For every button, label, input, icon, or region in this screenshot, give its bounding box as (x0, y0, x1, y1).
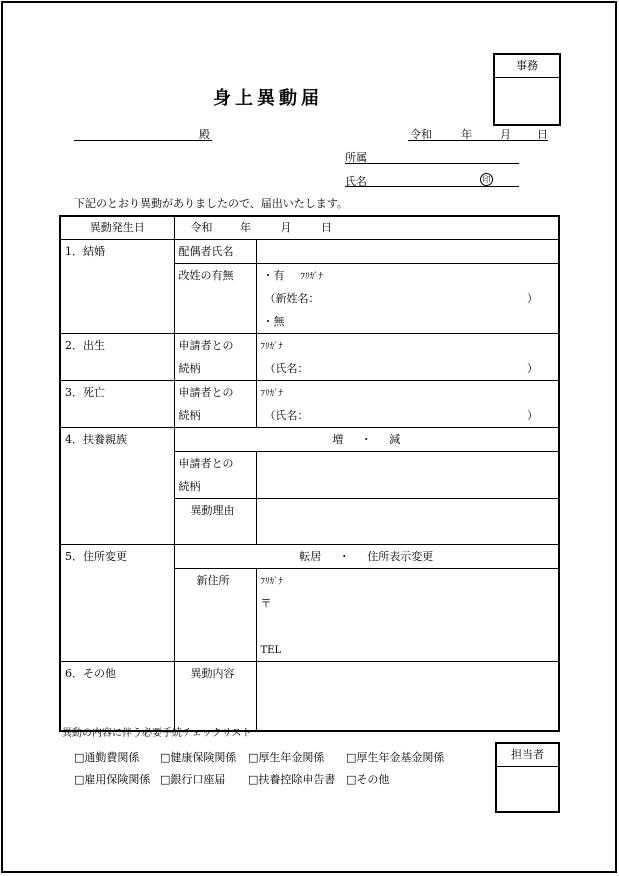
checklist-item-2-4[interactable]: □その他 (346, 773, 390, 786)
death-name-field[interactable] (256, 381, 559, 428)
office-box-label: 事務 (495, 55, 559, 78)
increase-option[interactable]: 増 (332, 433, 344, 446)
birth-close: ） (527, 362, 538, 375)
office-stamp-box (493, 53, 561, 126)
checklist-title: 異動の内容に伴う必要手続チェックリスト (62, 728, 252, 739)
affiliation-label: 所属 (345, 151, 367, 164)
death-relation-label-1: 申請者との (178, 386, 234, 399)
death-close: ） (527, 409, 538, 422)
other-row (60, 662, 559, 731)
date-month: 月 (500, 128, 511, 141)
marriage-furigana: ﾌﾘｶﾞﾅ (300, 272, 324, 282)
checklist-item-1-4[interactable]: □厚生年金基金関係 (346, 751, 445, 764)
other-content-field[interactable] (256, 662, 559, 731)
change-form-table (59, 215, 560, 732)
display-change-option[interactable]: 住所表示変更 (367, 550, 434, 563)
dependents-row (60, 428, 559, 452)
address-heading: 5．住所変更 (65, 550, 127, 563)
checklist-item-2-3[interactable]: □扶養控除申告書 (248, 773, 336, 786)
addressee-suffix: 殿 (199, 128, 210, 141)
birth-furigana: ﾌﾘｶﾞﾅ (260, 342, 284, 352)
dep-relation-label-2: 続柄 (178, 480, 201, 493)
spouse-name-field[interactable] (256, 240, 559, 264)
date-day: 日 (537, 128, 548, 141)
occ-month: 月 (280, 221, 292, 234)
marriage-heading: 1．結婚 (65, 245, 105, 258)
death-relation-label-2: 続柄 (178, 409, 201, 422)
death-heading: 3．死亡 (65, 386, 105, 399)
addressee-line[interactable] (74, 140, 212, 141)
birth-relation-label-1: 申請者との (178, 339, 234, 352)
name-change-label: 改姓の有無 (178, 269, 234, 282)
birth-row (60, 334, 559, 381)
option-no[interactable]: ・無 (262, 315, 285, 328)
other-heading: 6．その他 (65, 667, 116, 680)
dep-reason-label: 異動理由 (190, 504, 235, 517)
occurrence-row (60, 216, 559, 240)
checklist-item-2-1[interactable]: □雇用保険関係 (74, 773, 151, 786)
form-title: 身上異動届 (213, 88, 323, 109)
new-surname-label: （新姓名： (264, 292, 320, 305)
occurrence-label: 異動発生日 (60, 216, 174, 240)
inc-dec-separator: ・ (360, 433, 372, 446)
postal-mark: 〒 (260, 597, 272, 610)
name-change-field[interactable] (256, 264, 559, 334)
death-furigana: ﾌﾘｶﾞﾅ (260, 389, 284, 399)
marriage-heading-cell (60, 240, 174, 334)
staff-box-label: 担当者 (497, 744, 558, 767)
address-row (60, 545, 559, 569)
move-option[interactable]: 転居 (299, 550, 322, 563)
birth-relation-label-2: 続柄 (178, 362, 201, 375)
checklist-item-2-2[interactable]: □銀行口座届 (160, 773, 226, 786)
new-surname-close: ） (527, 292, 538, 305)
marriage-row (60, 240, 559, 264)
death-name-label: （氏名： (264, 409, 309, 422)
occ-era: 令和 (190, 221, 213, 234)
spouse-name-label: 配偶者氏名 (178, 245, 234, 258)
death-row (60, 381, 559, 428)
other-content-label: 異動内容 (190, 667, 235, 680)
occ-year: 年 (240, 221, 251, 234)
birth-heading: 2．出生 (65, 339, 105, 352)
intro-text: 下記のとおり異動がありましたので、届出いたします。 (74, 197, 348, 210)
dep-reason-field[interactable] (256, 499, 559, 545)
name-line[interactable] (345, 186, 519, 187)
address-separator: ・ (338, 550, 350, 563)
birth-name-field[interactable] (256, 334, 559, 381)
birth-name-label: （氏名： (264, 362, 309, 375)
staff-stamp-box (495, 742, 560, 813)
dep-relation-field[interactable] (256, 452, 559, 499)
option-yes[interactable]: ・有 (262, 269, 285, 282)
dependents-inc-dec[interactable] (174, 428, 559, 452)
name-label: 氏名 (345, 175, 367, 188)
occ-day: 日 (321, 221, 332, 234)
dep-relation-label-1: 申請者との (178, 457, 234, 470)
decrease-option[interactable]: 減 (389, 433, 401, 446)
date-era: 令和 (410, 128, 432, 141)
new-address-field[interactable] (256, 569, 559, 662)
checklist-item-1-1[interactable]: □通勤費関係 (74, 751, 140, 764)
dependents-heading: 4．扶養親族 (65, 433, 127, 446)
checklist-item-1-2[interactable]: □健康保険関係 (160, 751, 237, 764)
occurrence-date[interactable] (174, 216, 559, 240)
checklist-item-1-3[interactable]: □厚生年金関係 (248, 751, 325, 764)
date-year: 年 (461, 128, 472, 141)
affiliation-line[interactable] (345, 163, 519, 164)
address-furigana: ﾌﾘｶﾞﾅ (260, 577, 284, 587)
seal-mark: 印 (480, 173, 493, 186)
tel-label: TEL (260, 645, 282, 656)
new-address-label: 新住所 (196, 574, 230, 587)
address-change-type[interactable] (174, 545, 559, 569)
